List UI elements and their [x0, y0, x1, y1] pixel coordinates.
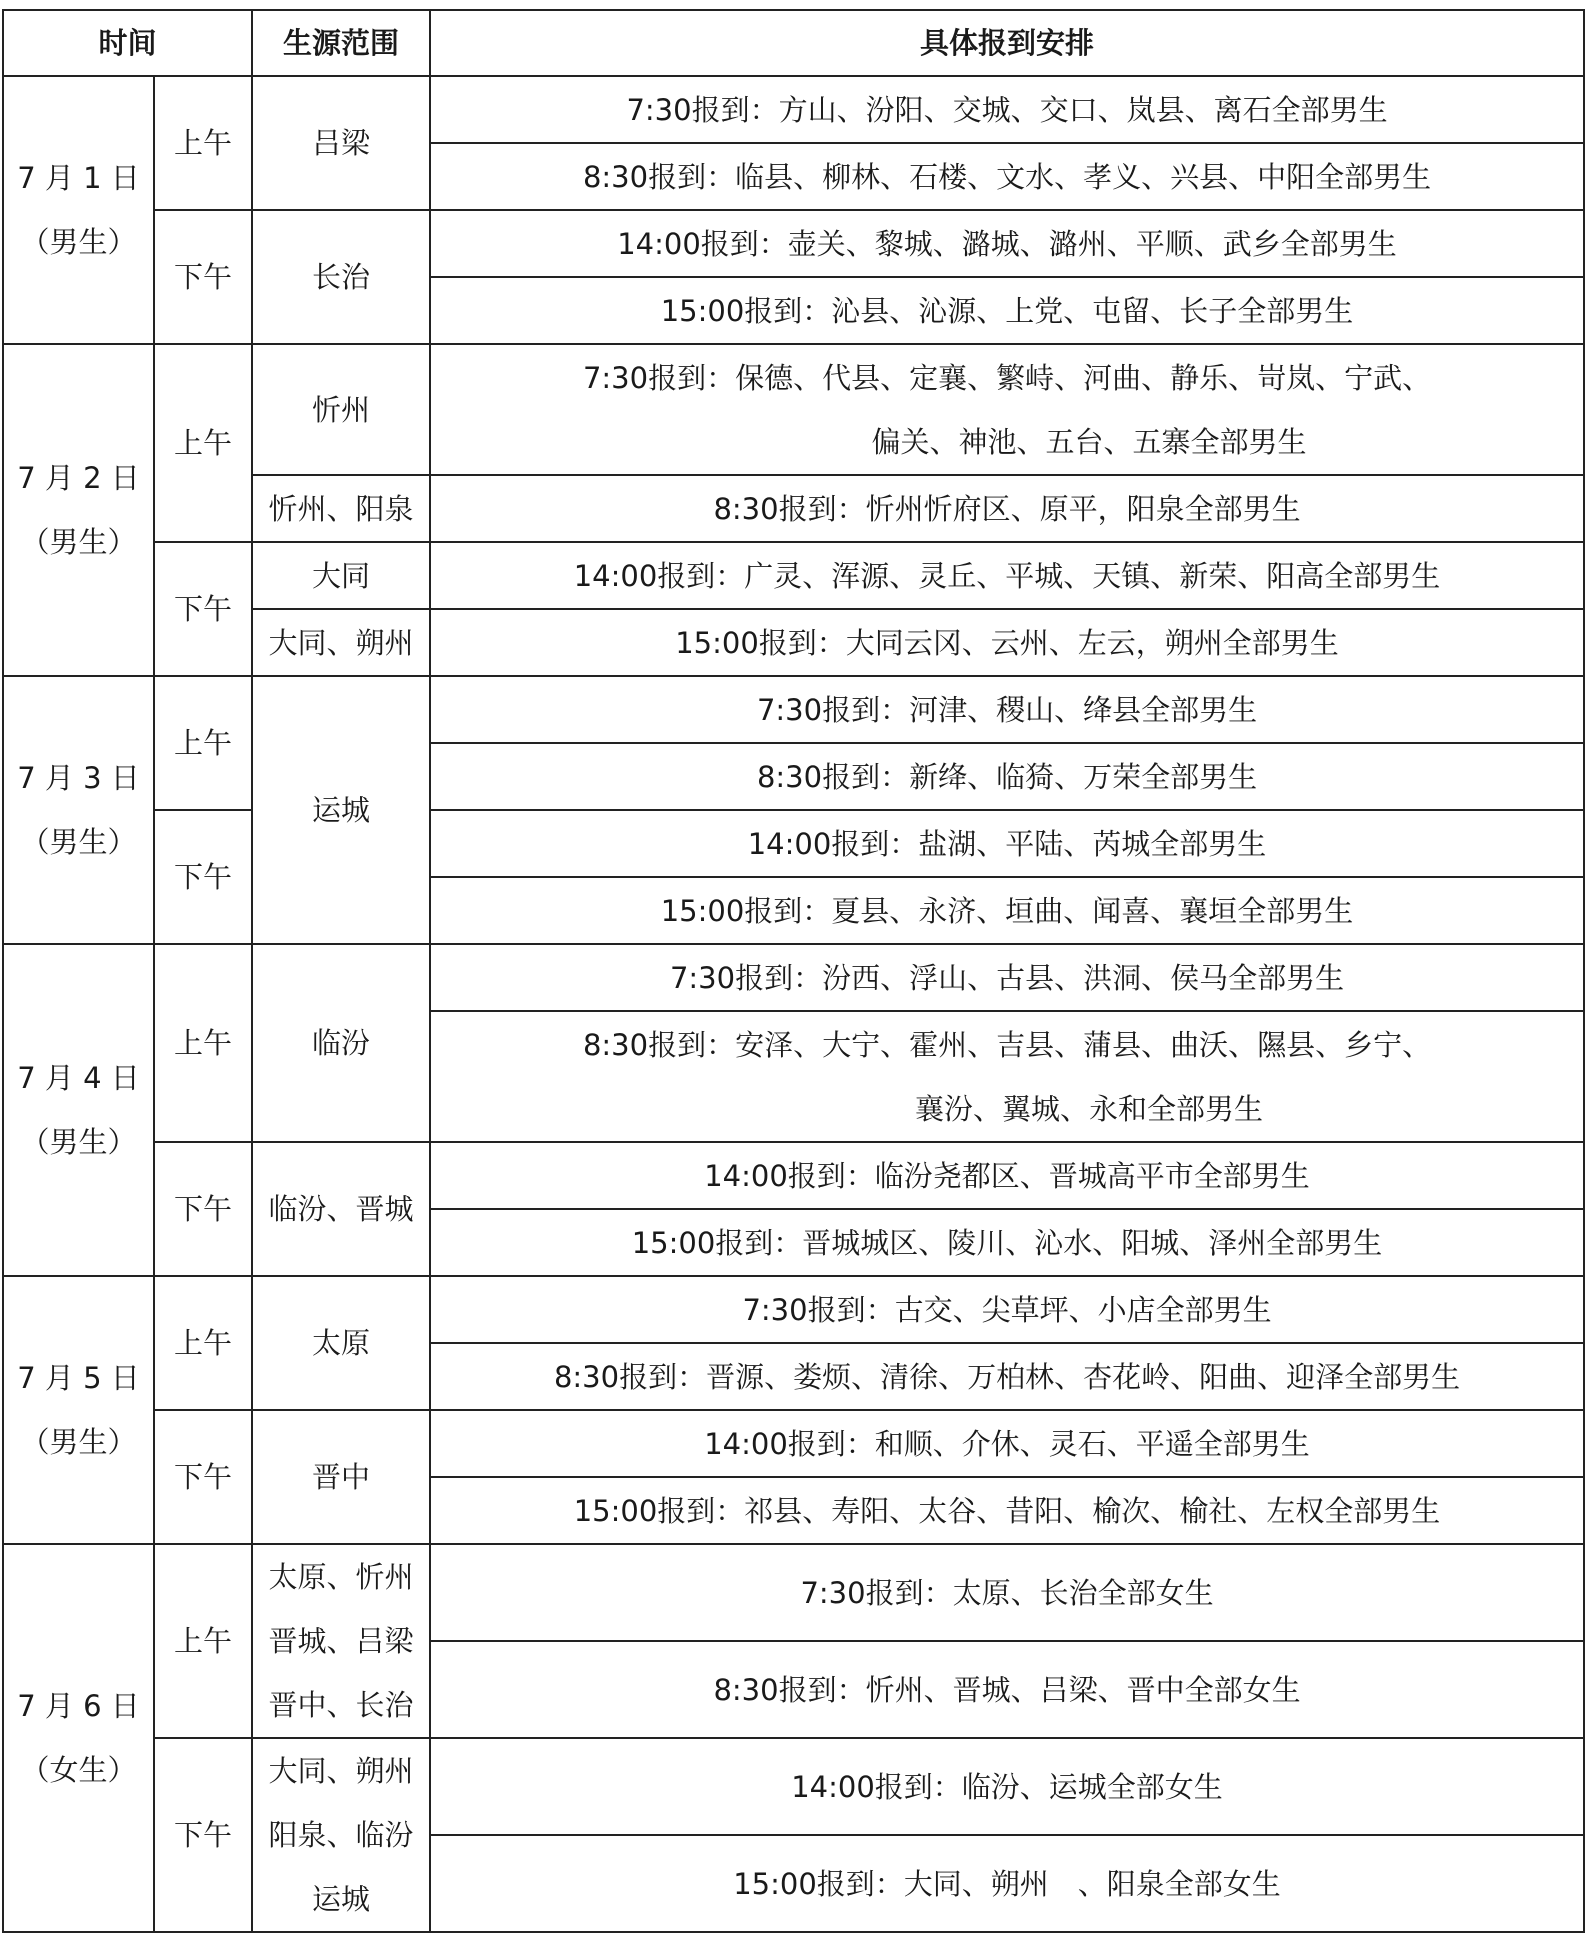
report-label: 报到：	[778, 491, 866, 526]
date-cell	[3, 1544, 154, 1932]
source-line: 太原、忻州	[268, 1560, 414, 1594]
report-schools: 大同云冈、云州、左云，朔州全部男生	[845, 625, 1339, 660]
source-cell	[252, 210, 430, 344]
period-cell: 上午	[154, 676, 252, 810]
gender-label: （男生）	[20, 1425, 137, 1459]
report-schools: 安泽、大宁、霍州、吉县、蒲县、曲沃、隰县、乡宁、	[735, 1027, 1432, 1062]
source-line: 临汾	[312, 1026, 371, 1060]
report-schools: 古交、尖草坪、小店全部男生	[894, 1292, 1272, 1327]
report-label: 报到：	[758, 625, 846, 660]
period-cell: 下午	[154, 810, 252, 944]
period-cell: 下午	[154, 1410, 252, 1544]
report-label: 报到：	[648, 360, 736, 395]
period-cell: 上午	[154, 1544, 252, 1738]
arrangement-cell	[430, 944, 1584, 1011]
report-time: 14:00	[704, 1158, 788, 1193]
period-cell: 下午	[154, 210, 252, 344]
report-schools: 新绛、临猗、万荣全部男生	[909, 759, 1258, 794]
arrangement-first-line	[791, 1770, 1223, 1804]
source-line: 晋中	[312, 1460, 371, 1494]
source-line: 忻州	[312, 392, 371, 427]
date-label: 7 月 2 日	[17, 461, 140, 495]
arrangement-cell	[430, 210, 1584, 277]
arrangement-first-line	[757, 760, 1257, 794]
period-cell: 上午	[154, 76, 252, 210]
schedule-row	[3, 542, 1584, 609]
report-schools: 忻州忻府区、原平，阳泉全部男生	[865, 491, 1301, 526]
arrangement-cell	[430, 1835, 1584, 1932]
source-cell	[252, 944, 430, 1142]
arrangement-first-line	[713, 492, 1300, 526]
source-line: 大同、朔州	[268, 1754, 414, 1788]
schedule-row	[3, 1276, 1584, 1343]
report-label: 报到：	[735, 960, 823, 995]
report-time: 7:30	[669, 960, 736, 995]
source-line: 运城	[312, 793, 371, 827]
arrangement-first-line	[661, 294, 1354, 328]
report-label: 报到：	[619, 1359, 707, 1394]
date-cell	[3, 76, 154, 344]
report-schools: 晋城城区、陵川、沁水、阳城、泽州全部男生	[802, 1225, 1383, 1260]
schedule-row	[3, 810, 1584, 877]
source-line: 吕梁	[312, 126, 371, 160]
arrangement-cell	[430, 475, 1584, 542]
report-label: 报到：	[874, 1769, 962, 1804]
arrangement-first-line	[626, 93, 1387, 127]
header-source: 生源范围	[252, 10, 430, 76]
arrangement-cell	[430, 277, 1584, 344]
report-time: 15:00	[573, 1493, 658, 1528]
schedule-row	[3, 210, 1584, 277]
arrangement-first-line	[800, 1576, 1213, 1610]
arrangement-cell	[430, 542, 1584, 609]
schedule-row	[3, 1410, 1584, 1477]
report-label: 报到：	[657, 558, 745, 593]
report-label: 报到：	[822, 759, 910, 794]
source-line: 晋中、长治	[268, 1688, 414, 1722]
report-label: 报到：	[816, 1866, 904, 1901]
arrangement-cell	[430, 609, 1584, 676]
report-label: 报到：	[787, 1426, 875, 1461]
report-time: 8:30	[713, 1672, 779, 1707]
arrangement-first-line	[704, 1427, 1310, 1461]
source-cell	[252, 1142, 430, 1276]
report-schools: 夏县、永济、垣曲、闻喜、襄垣全部男生	[831, 893, 1354, 928]
schedule-row	[3, 76, 1584, 143]
date-label: 7 月 6 日	[17, 1689, 140, 1723]
report-schools: 晋源、娄烦、清徐、万柏林、杏花岭、阳曲、迎泽全部男生	[706, 1359, 1461, 1394]
source-cell	[252, 475, 430, 542]
report-time: 8:30	[713, 491, 779, 526]
period-cell: 上午	[154, 944, 252, 1142]
arrangement-first-line	[757, 693, 1257, 727]
source-line: 忻州、阳泉	[268, 491, 414, 526]
report-schools: 和顺、介休、灵石、平遥全部男生	[874, 1426, 1310, 1461]
report-time: 7:30	[756, 692, 823, 727]
report-schools: 保德、代县、定襄、繁峙、河曲、静乐、岢岚、宁武、	[735, 360, 1432, 395]
report-time: 7:30	[742, 1292, 808, 1327]
report-time: 15:00	[675, 625, 759, 660]
report-schools: 广灵、浑源、灵丘、平城、天镇、新荣、阳高全部男生	[744, 558, 1441, 593]
header-time: 时间	[3, 10, 252, 76]
arrangement-cell	[430, 1410, 1584, 1477]
gender-label: （男生）	[20, 525, 137, 559]
source-cell	[252, 1738, 430, 1932]
arrangement-cell	[430, 1738, 1584, 1835]
schedule-row	[3, 1738, 1584, 1835]
report-schools: 临县、柳林、石楼、文水、孝义、兴县、中阳全部男生	[735, 159, 1432, 194]
source-line: 临汾、晋城	[268, 1192, 414, 1226]
report-time: 8:30	[756, 759, 823, 794]
source-line: 大同、朔州	[268, 625, 414, 660]
report-time: 14:00	[704, 1426, 788, 1461]
source-cell	[252, 609, 430, 676]
report-label: 报到：	[807, 1292, 895, 1327]
header-row	[3, 10, 1584, 76]
source-line: 阳泉、临汾	[268, 1818, 414, 1852]
report-time: 14:00	[617, 226, 701, 261]
report-label: 报到：	[744, 293, 832, 328]
date-label: 7 月 1 日	[17, 161, 140, 195]
report-time: 7:30	[800, 1575, 866, 1610]
period-cell: 下午	[154, 542, 252, 676]
arrangement-cell	[430, 1641, 1584, 1738]
arrangement-first-line	[574, 559, 1441, 593]
arrangement-cell	[430, 1276, 1584, 1343]
report-schools: 沁县、沁源、上党、屯留、长子全部男生	[831, 293, 1354, 328]
report-schools: 方山、汾阳、交城、交口、岚县、离石全部男生	[778, 92, 1388, 127]
source-line: 运城	[312, 1882, 371, 1916]
arrangement-first-line	[554, 1360, 1460, 1394]
source-line: 太原	[312, 1326, 371, 1360]
report-time: 7:30	[626, 92, 692, 127]
arrangement-cell	[430, 76, 1584, 143]
report-label: 报到：	[787, 1158, 875, 1193]
report-schools-continued: 襄汾、翼城、永和全部男生	[915, 1091, 1264, 1126]
report-schools: 祁县、寿阳、太谷、昔阳、榆次、榆社、左权全部男生	[744, 1493, 1441, 1528]
gender-label: （男生）	[20, 225, 137, 259]
report-label: 报到：	[648, 159, 736, 194]
arrangement-first-line	[733, 1867, 1281, 1901]
report-schools: 河津、稷山、绛县全部男生	[909, 692, 1258, 727]
source-line: 长治	[312, 260, 371, 294]
schedule-row	[3, 1142, 1584, 1209]
arrangement-cell	[430, 1544, 1584, 1641]
source-cell	[252, 1276, 430, 1410]
report-time: 14:00	[791, 1769, 875, 1804]
arrangement-first-line	[748, 827, 1267, 861]
arrangement-first-line	[617, 227, 1397, 261]
arrangement-first-line	[675, 626, 1339, 660]
arrangement-cell	[430, 810, 1584, 877]
period-cell: 上午	[154, 1276, 252, 1410]
source-cell	[252, 76, 430, 210]
report-schools: 汾西、浮山、古县、洪洞、侯马全部男生	[822, 960, 1345, 995]
date-label: 7 月 3 日	[17, 761, 140, 795]
arrangement-cell	[430, 344, 1584, 475]
report-time: 15:00	[631, 1225, 716, 1260]
header-arrangement: 具体报到安排	[430, 10, 1584, 76]
source-cell	[252, 1410, 430, 1544]
arrangement-first-line	[713, 1673, 1300, 1707]
arrangement-cell	[430, 143, 1584, 210]
report-label: 报到：	[744, 893, 832, 928]
source-cell	[252, 344, 430, 475]
source-cell	[252, 676, 430, 944]
report-label: 报到：	[822, 692, 910, 727]
schedule-body	[3, 76, 1584, 1932]
report-time: 15:00	[733, 1866, 817, 1901]
date-cell	[3, 1276, 154, 1544]
report-label: 报到：	[700, 226, 788, 261]
arrangement-cell	[430, 1142, 1584, 1209]
report-time: 14:00	[573, 558, 658, 593]
date-cell	[3, 344, 154, 676]
arrangement-first-line	[661, 894, 1354, 928]
schedule-row	[3, 676, 1584, 743]
report-time: 15:00	[660, 893, 745, 928]
report-label: 报到：	[831, 826, 919, 861]
period-cell: 下午	[154, 1738, 252, 1932]
arrangement-cell	[430, 877, 1584, 944]
arrangement-first-line	[742, 1293, 1271, 1327]
date-label: 7 月 5 日	[17, 1361, 140, 1395]
report-schools: 临汾、运城全部女生	[961, 1769, 1223, 1804]
report-time: 8:30	[582, 1027, 649, 1062]
gender-label: （男生）	[20, 825, 137, 859]
source-line: 大同	[312, 558, 371, 593]
report-time: 14:00	[747, 826, 832, 861]
report-time: 8:30	[582, 159, 649, 194]
report-schools: 盐湖、平陆、芮城全部男生	[918, 826, 1267, 861]
report-schools: 壶关、黎城、潞城、潞州、平顺、武乡全部男生	[787, 226, 1397, 261]
report-label: 报到：	[715, 1225, 803, 1260]
schedule-row	[3, 1544, 1584, 1641]
arrangement-first-line	[583, 1028, 1431, 1062]
report-label: 报到：	[865, 1575, 953, 1610]
report-schools-continued: 偏关、神池、五台、五寨全部男生	[871, 424, 1307, 459]
schedule-row	[3, 344, 1584, 475]
date-cell	[3, 676, 154, 944]
gender-label: （男生）	[20, 1125, 137, 1159]
gender-label: （女生）	[20, 1753, 137, 1787]
report-time: 7:30	[582, 360, 649, 395]
report-schools: 忻州、晋城、吕梁、晋中全部女生	[865, 1672, 1301, 1707]
source-line: 晋城、吕梁	[268, 1624, 414, 1658]
schedule-row	[3, 944, 1584, 1011]
period-cell: 下午	[154, 1142, 252, 1276]
arrangement-cell	[430, 676, 1584, 743]
report-time: 15:00	[660, 293, 745, 328]
report-schedule-table	[2, 9, 1585, 1933]
arrangement-cell	[430, 1209, 1584, 1276]
arrangement-cell	[430, 1343, 1584, 1410]
period-cell: 上午	[154, 344, 252, 542]
arrangement-first-line	[632, 1226, 1383, 1260]
arrangement-first-line	[583, 361, 1431, 395]
report-schools: 大同、朔州 、阳泉全部女生	[903, 1866, 1281, 1901]
report-schools: 临汾尧都区、晋城高平市全部男生	[874, 1158, 1310, 1193]
source-cell	[252, 542, 430, 609]
report-label: 报到：	[648, 1027, 736, 1062]
date-cell	[3, 944, 154, 1276]
arrangement-first-line	[670, 961, 1344, 995]
arrangement-cell	[430, 743, 1584, 810]
arrangement-cell	[430, 1477, 1584, 1544]
arrangement-first-line	[704, 1159, 1310, 1193]
date-label: 7 月 4 日	[17, 1061, 140, 1095]
source-cell	[252, 1544, 430, 1738]
report-schools: 太原、长治全部女生	[952, 1575, 1214, 1610]
arrangement-cell	[430, 1011, 1584, 1142]
report-time: 8:30	[553, 1359, 620, 1394]
report-label: 报到：	[778, 1672, 866, 1707]
report-label: 报到：	[657, 1493, 745, 1528]
arrangement-first-line	[574, 1494, 1441, 1528]
arrangement-first-line	[583, 160, 1431, 194]
report-label: 报到：	[691, 92, 779, 127]
